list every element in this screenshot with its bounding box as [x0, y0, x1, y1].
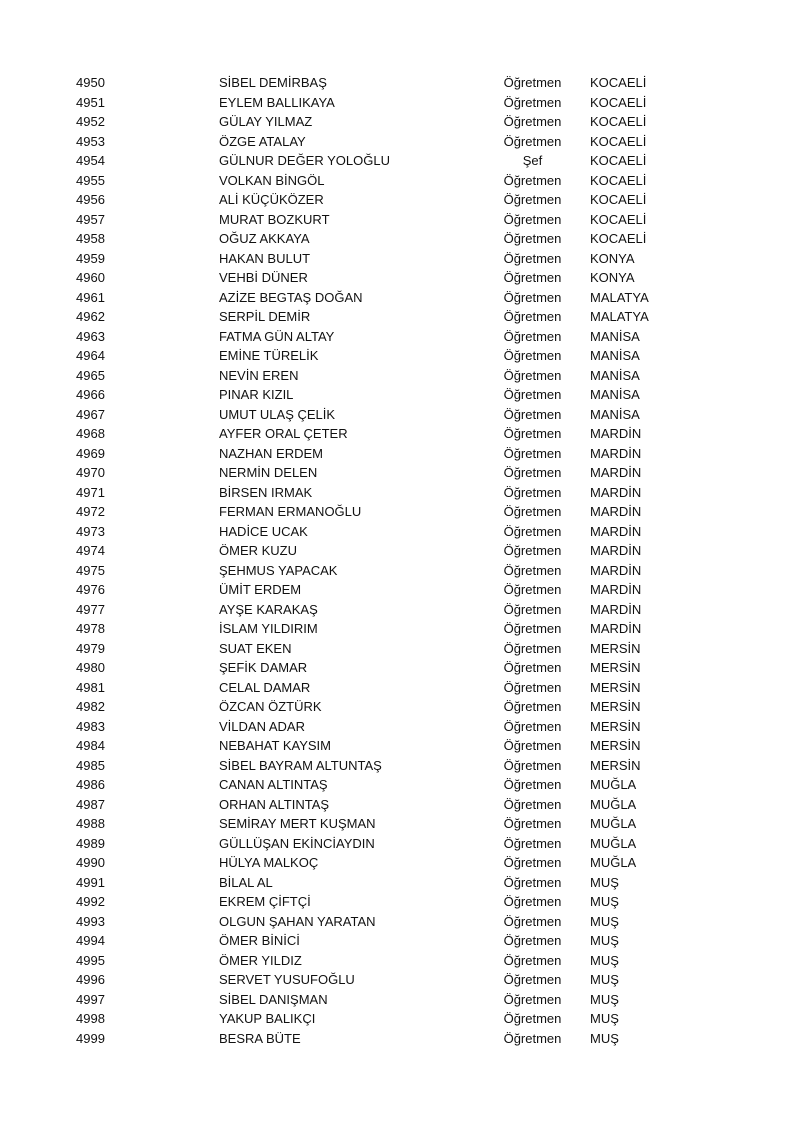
row-number: 4963: [76, 328, 105, 344]
person-name: İSLAM YILDIRIM: [219, 621, 318, 636]
city-name: MUŞ: [590, 874, 619, 890]
person-name: VİLDAN ADAR: [219, 718, 305, 734]
row-number: 4980: [76, 660, 105, 675]
person-name: HADİCE UCAK: [219, 523, 308, 539]
row-number: 4951: [76, 94, 105, 110]
person-name: BESRA BÜTE: [219, 1030, 301, 1046]
job-title: Öğretmen: [503, 348, 562, 363]
table-row: [0, 814, 800, 834]
city-name: MARDİN: [590, 445, 642, 461]
job-title: Öğretmen: [503, 406, 562, 422]
row-number: 4971: [76, 484, 105, 500]
table-row: [0, 307, 800, 327]
person-name: PINAR KIZIL: [219, 387, 294, 402]
row-number: 4998: [76, 1011, 105, 1026]
row-number: 4995: [76, 952, 105, 968]
table-row: [0, 444, 800, 464]
city-name: KOCAELİ: [590, 192, 647, 207]
job-title: Öğretmen: [503, 133, 562, 149]
city-name: MANİSA: [590, 387, 640, 402]
person-name: HAKAN BULUT: [219, 250, 311, 266]
job-title: Öğretmen: [503, 874, 562, 890]
row-number: 4962: [76, 309, 105, 324]
city-name: MERSİN: [590, 699, 641, 714]
job-title: Öğretmen: [503, 289, 562, 305]
city-name: MERSİN: [590, 660, 641, 675]
row-number: 4953: [76, 133, 105, 149]
row-number: 4992: [76, 894, 105, 909]
row-number: 4979: [76, 640, 105, 656]
job-title: Öğretmen: [503, 601, 562, 617]
person-name: ŞEFİK DAMAR: [219, 660, 308, 675]
table-row: [0, 502, 800, 522]
table-row: [0, 346, 800, 366]
person-name: AZİZE BEGTAŞ DOĞAN: [219, 289, 363, 305]
person-name: NAZHAN ERDEM: [219, 445, 324, 461]
person-name: GÜLNUR DEĞER YOLOĞLU: [219, 153, 390, 168]
city-name: MUŞ: [590, 1011, 619, 1026]
table-row: [0, 151, 800, 171]
personnel-table: [0, 73, 800, 1048]
row-number: 4960: [76, 270, 105, 285]
job-title: Öğretmen: [503, 211, 562, 227]
person-name: AYŞE KARAKAŞ: [219, 601, 318, 617]
table-row: [0, 171, 800, 191]
row-number: 4983: [76, 718, 105, 734]
table-row: [0, 132, 800, 152]
table-row: [0, 717, 800, 737]
table-row: [0, 190, 800, 210]
person-name: CANAN ALTINTAŞ: [219, 777, 328, 792]
person-name: SEMİRAY MERT KUŞMAN: [219, 816, 376, 831]
table-row: [0, 73, 800, 93]
city-name: MARDİN: [590, 562, 642, 578]
person-name: NERMİN DELEN: [219, 465, 318, 480]
row-number: 4972: [76, 504, 105, 519]
city-name: KONYA: [590, 270, 635, 285]
city-name: KOCAELİ: [590, 172, 647, 188]
row-number: 4959: [76, 250, 105, 266]
person-name: ALİ KÜÇÜKÖZER: [219, 192, 324, 207]
person-name: EKREM ÇİFTÇİ: [219, 894, 311, 909]
job-title: Öğretmen: [503, 582, 562, 597]
job-title: Öğretmen: [503, 543, 562, 558]
table-row: [0, 327, 800, 347]
person-name: SİBEL DEMİRBAŞ: [219, 75, 327, 90]
city-name: MUŞ: [590, 933, 619, 948]
person-name: NEVİN EREN: [219, 367, 299, 383]
city-name: MUŞ: [590, 894, 619, 909]
job-title: Öğretmen: [503, 777, 562, 792]
job-title: Öğretmen: [503, 894, 562, 909]
table-row: [0, 795, 800, 815]
table-row: [0, 229, 800, 249]
table-row: [0, 931, 800, 951]
job-title: Öğretmen: [503, 1030, 562, 1046]
job-title: Öğretmen: [503, 1011, 562, 1026]
job-title: Öğretmen: [503, 796, 562, 812]
table-row: [0, 580, 800, 600]
row-number: 4955: [76, 172, 105, 188]
person-name: EYLEM BALLIKAYA: [219, 94, 335, 110]
person-name: SUAT EKEN: [219, 640, 292, 656]
person-name: YAKUP BALIKÇI: [219, 1011, 316, 1026]
table-row: [0, 658, 800, 678]
city-name: MALATYA: [590, 309, 649, 324]
person-name: FERMAN ERMANOĞLU: [219, 504, 362, 519]
table-row: [0, 405, 800, 425]
person-name: ÖZCAN ÖZTÜRK: [219, 699, 322, 714]
row-number: 4970: [76, 465, 105, 480]
row-number: 4978: [76, 621, 105, 636]
job-title: Öğretmen: [503, 270, 562, 285]
job-title: Öğretmen: [503, 913, 562, 929]
city-name: MARDİN: [590, 465, 642, 480]
person-name: ŞEHMUS YAPACAK: [219, 562, 338, 578]
city-name: MANİSA: [590, 348, 640, 363]
row-number: 4990: [76, 855, 105, 870]
job-title: Öğretmen: [503, 250, 562, 266]
city-name: MALATYA: [590, 289, 649, 305]
person-name: FATMA GÜN ALTAY: [219, 328, 335, 344]
table-row: [0, 522, 800, 542]
city-name: MARDİN: [590, 601, 642, 617]
job-title: Öğretmen: [503, 718, 562, 734]
city-name: MANİSA: [590, 406, 640, 422]
job-title: Öğretmen: [503, 835, 562, 851]
table-row: [0, 912, 800, 932]
row-number: 4954: [76, 153, 105, 168]
table-row: [0, 697, 800, 717]
person-name: SİBEL BAYRAM ALTUNTAŞ: [219, 757, 382, 773]
person-name: BİLAL AL: [219, 874, 273, 890]
city-name: MERSİN: [590, 679, 641, 695]
city-name: MUŞ: [590, 991, 619, 1007]
person-name: VOLKAN BİNGÖL: [219, 172, 325, 188]
city-name: KOCAELİ: [590, 211, 647, 227]
city-name: MARDİN: [590, 621, 642, 636]
city-name: MUŞ: [590, 952, 619, 968]
table-row: [0, 756, 800, 776]
city-name: MERSİN: [590, 640, 641, 656]
job-title: Öğretmen: [503, 484, 562, 500]
table-row: [0, 112, 800, 132]
row-number: 4991: [76, 874, 105, 890]
city-name: KOCAELİ: [590, 231, 647, 246]
person-name: AYFER ORAL ÇETER: [219, 426, 348, 441]
job-title: Öğretmen: [503, 231, 562, 246]
table-row: [0, 249, 800, 269]
row-number: 4976: [76, 582, 105, 597]
row-number: 4958: [76, 231, 105, 246]
table-row: [0, 288, 800, 308]
row-number: 4988: [76, 816, 105, 831]
row-number: 4985: [76, 757, 105, 773]
job-title: Öğretmen: [503, 426, 562, 441]
person-name: GÜLLÜŞAN EKİNCİAYDIN: [219, 835, 375, 851]
city-name: KONYA: [590, 250, 635, 266]
job-title: Öğretmen: [503, 816, 562, 831]
city-name: KOCAELİ: [590, 133, 647, 149]
job-title: Öğretmen: [503, 114, 562, 129]
row-number: 4997: [76, 991, 105, 1007]
job-title: Öğretmen: [503, 445, 562, 461]
person-name: SERPİL DEMİR: [219, 309, 311, 324]
table-row: [0, 951, 800, 971]
job-title: Şef: [522, 153, 543, 168]
city-name: MARDİN: [590, 582, 642, 597]
city-name: MUĞLA: [590, 835, 637, 851]
city-name: KOCAELİ: [590, 94, 647, 110]
person-name: ÜMİT ERDEM: [219, 582, 302, 597]
table-row: [0, 483, 800, 503]
job-title: Öğretmen: [503, 855, 562, 870]
table-row: [0, 678, 800, 698]
person-name: EMİNE TÜRELİK: [219, 348, 319, 363]
row-number: 4989: [76, 835, 105, 851]
job-title: Öğretmen: [503, 523, 562, 539]
row-number: 4957: [76, 211, 105, 227]
job-title: Öğretmen: [503, 504, 562, 519]
job-title: Öğretmen: [503, 309, 562, 324]
person-name: ÖMER BİNİCİ: [219, 933, 300, 948]
row-number: 4986: [76, 777, 105, 792]
table-row: [0, 366, 800, 386]
job-title: Öğretmen: [503, 172, 562, 188]
job-title: Öğretmen: [503, 367, 562, 383]
city-name: KOCAELİ: [590, 114, 647, 129]
person-name: GÜLAY YILMAZ: [219, 114, 313, 129]
city-name: MUŞ: [590, 972, 619, 987]
city-name: MANİSA: [590, 367, 640, 383]
person-name: ORHAN ALTINTAŞ: [219, 796, 330, 812]
city-name: MARDİN: [590, 504, 642, 519]
city-name: KOCAELİ: [590, 75, 647, 90]
job-title: Öğretmen: [503, 192, 562, 207]
row-number: 4950: [76, 75, 105, 90]
table-row: [0, 873, 800, 893]
table-row: [0, 970, 800, 990]
table-row: [0, 561, 800, 581]
city-name: MARDİN: [590, 523, 642, 539]
table-row: [0, 210, 800, 230]
table-row: [0, 892, 800, 912]
city-name: MUĞLA: [590, 855, 637, 870]
person-name: MURAT BOZKURT: [219, 211, 330, 227]
row-number: 4969: [76, 445, 105, 461]
person-name: OLGUN ŞAHAN YARATAN: [219, 913, 376, 929]
job-title: Öğretmen: [503, 757, 562, 773]
row-number: 4999: [76, 1030, 105, 1046]
job-title: Öğretmen: [503, 328, 562, 344]
city-name: MUĞLA: [590, 777, 637, 792]
city-name: MUŞ: [590, 1030, 619, 1046]
person-name: VEHBİ DÜNER: [219, 270, 308, 285]
table-row: [0, 1029, 800, 1049]
city-name: MUĞLA: [590, 816, 637, 831]
job-title: Öğretmen: [503, 972, 562, 987]
table-row: [0, 990, 800, 1010]
person-name: CELAL DAMAR: [219, 679, 311, 695]
city-name: MERSİN: [590, 718, 641, 734]
person-name: SERVET YUSUFOĞLU: [219, 972, 355, 987]
table-row: [0, 541, 800, 561]
person-name: OĞUZ AKKAYA: [219, 231, 310, 246]
table-row: [0, 619, 800, 639]
table-row: [0, 639, 800, 659]
row-number: 4994: [76, 933, 105, 948]
table-row: [0, 93, 800, 113]
table-row: [0, 268, 800, 288]
row-number: 4974: [76, 543, 105, 558]
job-title: Öğretmen: [503, 621, 562, 636]
table-row: [0, 834, 800, 854]
row-number: 4982: [76, 699, 105, 714]
city-name: MANİSA: [590, 328, 640, 344]
job-title: Öğretmen: [503, 699, 562, 714]
city-name: KOCAELİ: [590, 153, 647, 168]
job-title: Öğretmen: [503, 679, 562, 695]
table-row: [0, 853, 800, 873]
row-number: 4984: [76, 738, 105, 753]
row-number: 4981: [76, 679, 105, 695]
job-title: Öğretmen: [503, 94, 562, 110]
city-name: MUŞ: [590, 913, 619, 929]
job-title: Öğretmen: [503, 991, 562, 1007]
row-number: 4987: [76, 796, 105, 812]
person-name: ÖZGE ATALAY: [219, 133, 306, 149]
person-name: ÖMER YILDIZ: [219, 952, 302, 968]
table-row: [0, 1009, 800, 1029]
person-name: HÜLYA MALKOÇ: [219, 855, 319, 870]
person-name: UMUT ULAŞ ÇELİK: [219, 406, 336, 422]
row-number: 4952: [76, 114, 105, 129]
table-row: [0, 775, 800, 795]
table-row: [0, 736, 800, 756]
row-number: 4975: [76, 562, 105, 578]
city-name: MARDİN: [590, 484, 642, 500]
job-title: Öğretmen: [503, 640, 562, 656]
row-number: 4993: [76, 913, 105, 929]
person-name: BİRSEN IRMAK: [219, 484, 313, 500]
job-title: Öğretmen: [503, 75, 562, 90]
table-row: [0, 600, 800, 620]
job-title: Öğretmen: [503, 562, 562, 578]
job-title: Öğretmen: [503, 465, 562, 480]
city-name: MUĞLA: [590, 796, 637, 812]
row-number: 4996: [76, 972, 105, 987]
person-name: NEBAHAT KAYSIM: [219, 738, 331, 753]
city-name: MARDİN: [590, 426, 642, 441]
row-number: 4967: [76, 406, 105, 422]
row-number: 4965: [76, 367, 105, 383]
row-number: 4961: [76, 289, 105, 305]
row-number: 4977: [76, 601, 105, 617]
person-name: SİBEL DANIŞMAN: [219, 991, 328, 1007]
job-title: Öğretmen: [503, 387, 562, 402]
job-title: Öğretmen: [503, 660, 562, 675]
table-row: [0, 385, 800, 405]
job-title: Öğretmen: [503, 933, 562, 948]
city-name: MARDİN: [590, 543, 642, 558]
job-title: Öğretmen: [503, 738, 562, 753]
row-number: 4964: [76, 348, 105, 363]
row-number: 4956: [76, 192, 105, 207]
city-name: MERSİN: [590, 757, 641, 773]
table-row: [0, 424, 800, 444]
row-number: 4973: [76, 523, 105, 539]
row-number: 4968: [76, 426, 105, 441]
city-name: MERSİN: [590, 738, 641, 753]
person-name: ÖMER KUZU: [219, 543, 297, 558]
table-row: [0, 463, 800, 483]
row-number: 4966: [76, 387, 105, 402]
job-title: Öğretmen: [503, 952, 562, 968]
